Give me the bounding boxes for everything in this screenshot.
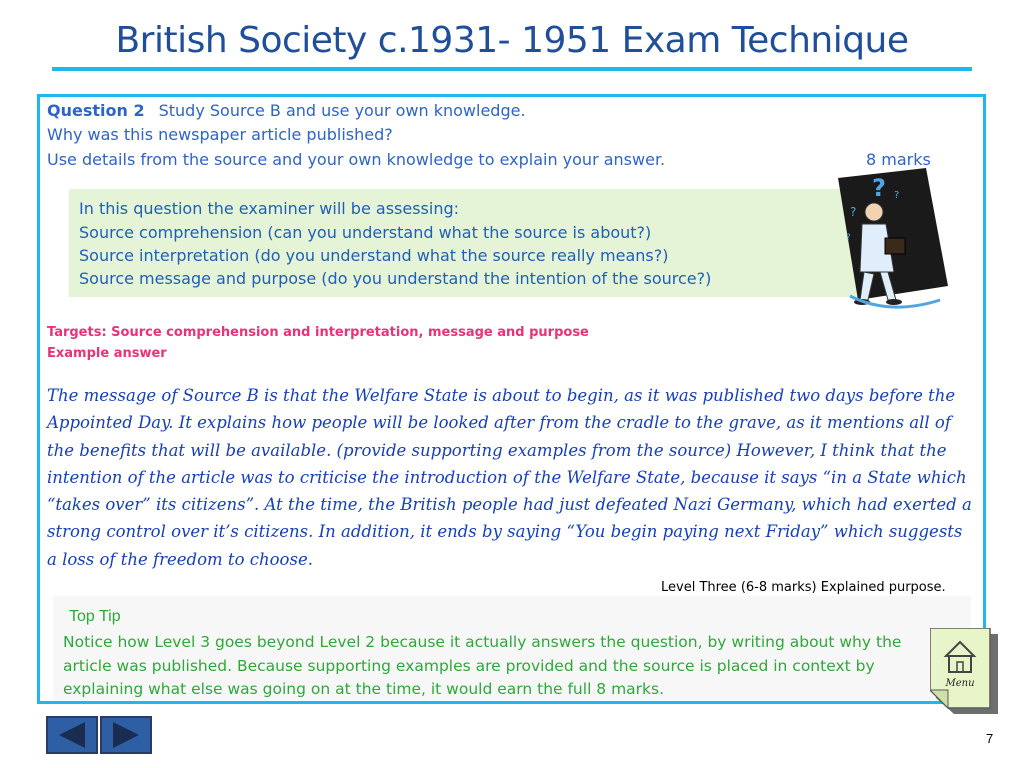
svg-text:?: ? — [846, 233, 851, 243]
menu-button[interactable] — [930, 628, 1002, 716]
svg-text:?: ? — [850, 205, 857, 219]
question-instruction: Study Source B and use your own knowledge. — [158, 101, 526, 120]
assessment-line: Source comprehension (can you understand what the source is about?) — [79, 223, 652, 242]
title-underline — [52, 67, 972, 71]
example-answer-text — [47, 382, 977, 573]
question-line-1 — [47, 101, 526, 120]
svg-text:?: ? — [894, 190, 900, 201]
menu-label: Menu — [945, 678, 975, 689]
top-tip-box — [53, 596, 971, 700]
thinking-man-clipart — [830, 168, 950, 316]
page-number: 7 — [986, 731, 994, 746]
question-line-3: Use details from the source and your own knowledge to explain your answer. — [47, 150, 666, 169]
assessment-line: In this question the examiner will be assessing: — [79, 199, 460, 218]
assessment-line: Source interpretation (do you understand what the source really means?) — [79, 246, 669, 265]
question-line-2: Why was this newspaper article published? — [47, 125, 393, 144]
level-descriptor: Level Three (6-8 marks) Explained purpose. — [661, 580, 946, 595]
svg-text:?: ? — [872, 174, 886, 202]
question-label: Question 2 — [47, 101, 145, 120]
answer-paragraph: The message of Source B is that the Welfare State is about to begin, as it was published two days before the Appointed Day. It explains how people will be looked after from the cradle to the grave, as it mentions all of the benefits that will be available. (provide supporting examples from the source) However, I think that the intention of the article was to criticise the introduction of the Welfare State, because it says “in a State which “takes over” its citizens”. At the time, the British people had just defeated Nazi Germany, which had exerted a strong control over it’s citizens. In addition, it ends by saying “You begin paying next Friday” which suggests a loss of the freedom to choose. — [47, 386, 972, 569]
previous-slide-button[interactable] — [46, 716, 98, 754]
slide-title: British Society c.1931- 1951 Exam Technique — [115, 20, 909, 61]
assessment-box — [69, 189, 861, 297]
arrow-left-icon — [48, 718, 96, 752]
targets-label: Targets: Source comprehension and interpretation, message and purpose — [47, 325, 589, 340]
top-tip-title: Top Tip — [69, 608, 121, 625]
question-marks: 8 marks — [866, 150, 931, 169]
next-slide-button[interactable] — [100, 716, 152, 754]
arrow-right-icon — [102, 718, 150, 752]
top-tip-body: Notice how Level 3 goes beyond Level 2 because it actually answers the question, by writing about why the article was published. Because supporting examples are provided and the source is placed in context by explaining what else was going on at the time, it would earn the full 8 marks. — [63, 633, 902, 698]
example-answer-label: Example answer — [47, 346, 167, 361]
assessment-line: Source message and purpose (do you understand the intention of the source?) — [79, 269, 712, 288]
